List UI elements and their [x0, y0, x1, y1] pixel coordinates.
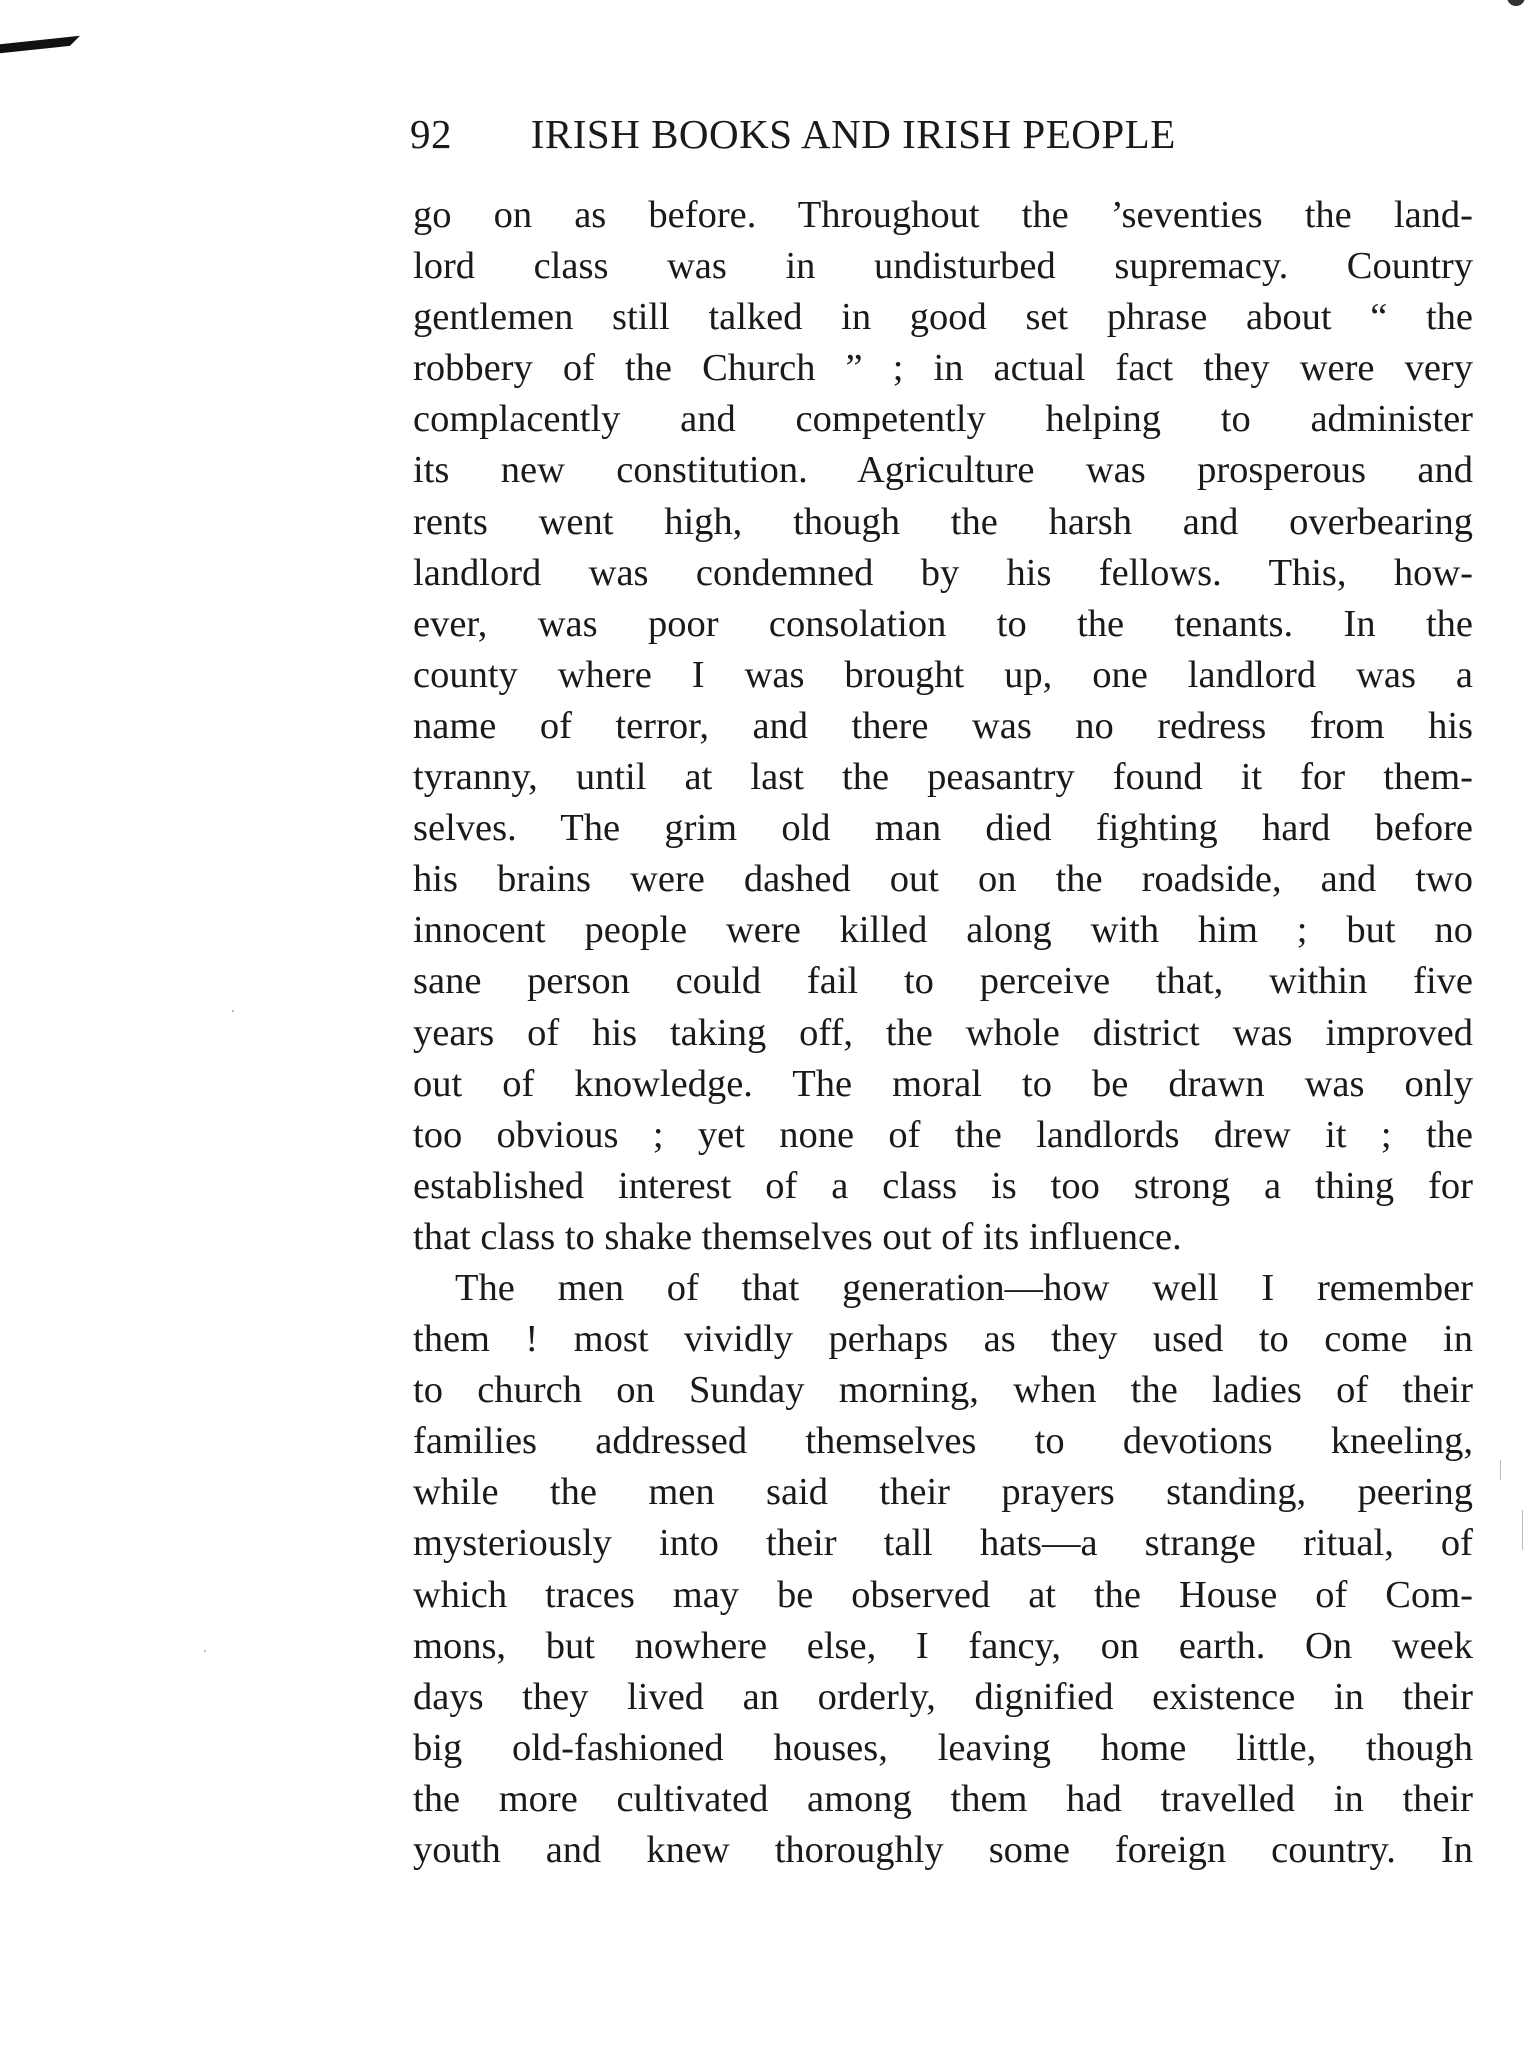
text-line: which traces may be observed at the House of Com-	[413, 1573, 1473, 1616]
text-line: rents went high, though the harsh and overbearing	[413, 500, 1473, 543]
text-line: its new constitution. Agriculture was prosperous and	[413, 449, 1473, 492]
text-line: to church on Sunday morning, when the ladies of their	[413, 1369, 1473, 1412]
text-line: years of his taking off, the whole district was improved	[413, 1011, 1473, 1054]
text-line: name of terror, and there was no redress from his	[413, 704, 1473, 747]
text-line: while the men said their prayers standing, peering	[413, 1471, 1473, 1514]
text-line: landlord was condemned by his fellows. This, how-	[413, 551, 1473, 594]
text-line: youth and knew thoroughly some foreign country. In	[413, 1829, 1473, 1871]
text-line: county where I was brought up, one landlord was a	[413, 653, 1473, 696]
text-line: robbery of the Church ” ; in actual fact they were very	[413, 347, 1473, 390]
text-line: ever, was poor consolation to the tenants. In the	[413, 602, 1473, 645]
scan-speck	[204, 1650, 206, 1652]
page-number: 92	[410, 111, 452, 157]
text-line: mons, but nowhere else, I fancy, on earth. On week	[413, 1624, 1473, 1667]
scan-speck	[1522, 1510, 1523, 1550]
scan-corner-mark	[0, 36, 80, 53]
paragraph	[413, 1263, 1473, 1876]
scan-edge-mark	[1507, 0, 1525, 6]
text-line: established interest of a class is too strong a thing for	[413, 1164, 1473, 1207]
text-line: lord class was in undisturbed supremacy. Country	[413, 245, 1473, 288]
text-line: the more cultivated among them had travelled in their	[413, 1777, 1473, 1820]
paragraph	[413, 190, 1473, 1263]
text-line: mysteriously into their tall hats—a strange ritual, of	[413, 1522, 1473, 1565]
text-line: them ! most vividly perhaps as they used to come in	[413, 1318, 1473, 1361]
page-header	[410, 110, 1485, 170]
text-line: go on as before. Throughout the ’seventies the land-	[413, 194, 1473, 236]
text-line: that class to shake themselves out of its influence.	[413, 1215, 1182, 1258]
running-title: IRISH BOOKS AND IRISH PEOPLE	[530, 111, 1176, 157]
text-line: innocent people were killed along with him ; but no	[413, 909, 1473, 952]
text-line: out of knowledge. The moral to be drawn was only	[413, 1062, 1473, 1105]
scan-speck	[1500, 1460, 1501, 1480]
text-line: gentlemen still talked in good set phrase about “ the	[413, 296, 1473, 339]
text-line: sane person could fail to perceive that, within five	[413, 960, 1473, 1003]
body-text	[413, 190, 1473, 1876]
text-line: days they lived an orderly, dignified existence in their	[413, 1675, 1473, 1718]
text-line: his brains were dashed out on the roadside, and two	[413, 858, 1473, 901]
text-line: families addressed themselves to devotions kneeling,	[413, 1420, 1473, 1463]
scan-speck	[232, 1010, 234, 1012]
text-line: big old-fashioned houses, leaving home little, though	[413, 1726, 1473, 1769]
text-line: The men of that generation—how well I remember	[455, 1266, 1473, 1309]
text-line: complacently and competently helping to administer	[413, 398, 1473, 441]
text-line: selves. The grim old man died fighting hard before	[413, 807, 1473, 850]
text-line: too obvious ; yet none of the landlords drew it ; the	[413, 1113, 1473, 1156]
text-line: tyranny, until at last the peasantry found it for them-	[413, 756, 1473, 799]
